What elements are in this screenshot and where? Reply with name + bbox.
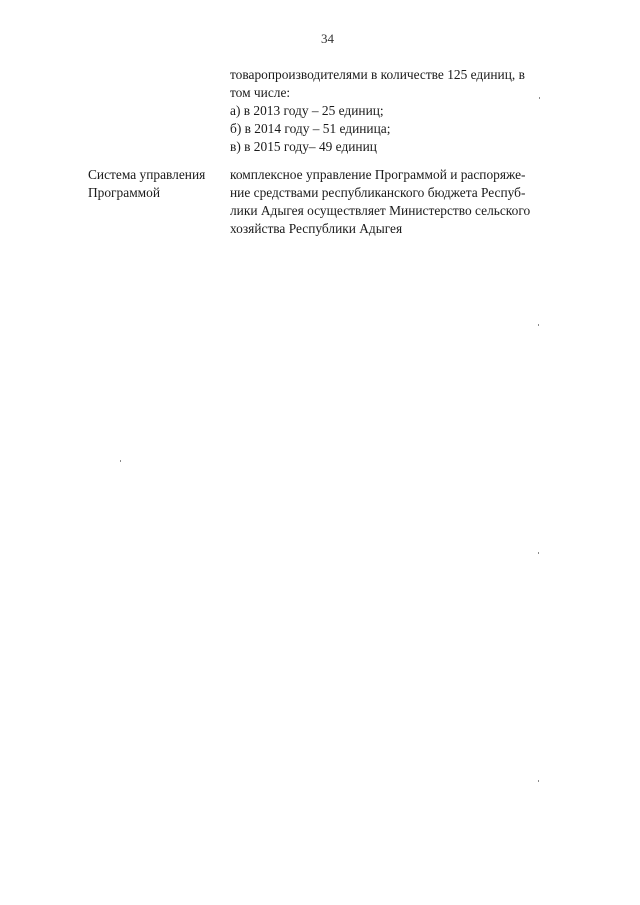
row-label-management-system xyxy=(88,166,205,202)
continuation-line: том числе: xyxy=(230,85,291,100)
label-line: Система управления xyxy=(88,167,206,182)
row-value-management-system xyxy=(230,166,530,238)
scan-speck xyxy=(539,97,540,99)
scan-speck xyxy=(538,780,539,782)
value-line: комплексное управление Программой и распоряже- xyxy=(230,167,526,182)
continuation-line: товаропроизводителями в количестве 125 единиц, в xyxy=(230,67,525,82)
value-line: ние средствами республиканского бюджета Респуб- xyxy=(230,185,526,200)
value-line: хозяйства Республики Адыгея xyxy=(230,221,403,236)
scan-speck xyxy=(538,324,539,326)
continuation-line: в) в 2015 году– 49 единиц xyxy=(230,139,377,154)
scan-speck xyxy=(120,460,121,462)
scan-speck xyxy=(538,552,539,554)
label-line: Программой xyxy=(88,185,161,200)
value-line: лики Адыгея осуществляет Министерство сельского xyxy=(230,203,531,218)
previous-row-continuation xyxy=(230,66,525,156)
continuation-line: б) в 2014 году – 51 единица; xyxy=(230,121,391,136)
continuation-line: а) в 2013 году – 25 единиц; xyxy=(230,103,384,118)
page-number: 34 xyxy=(321,31,334,46)
